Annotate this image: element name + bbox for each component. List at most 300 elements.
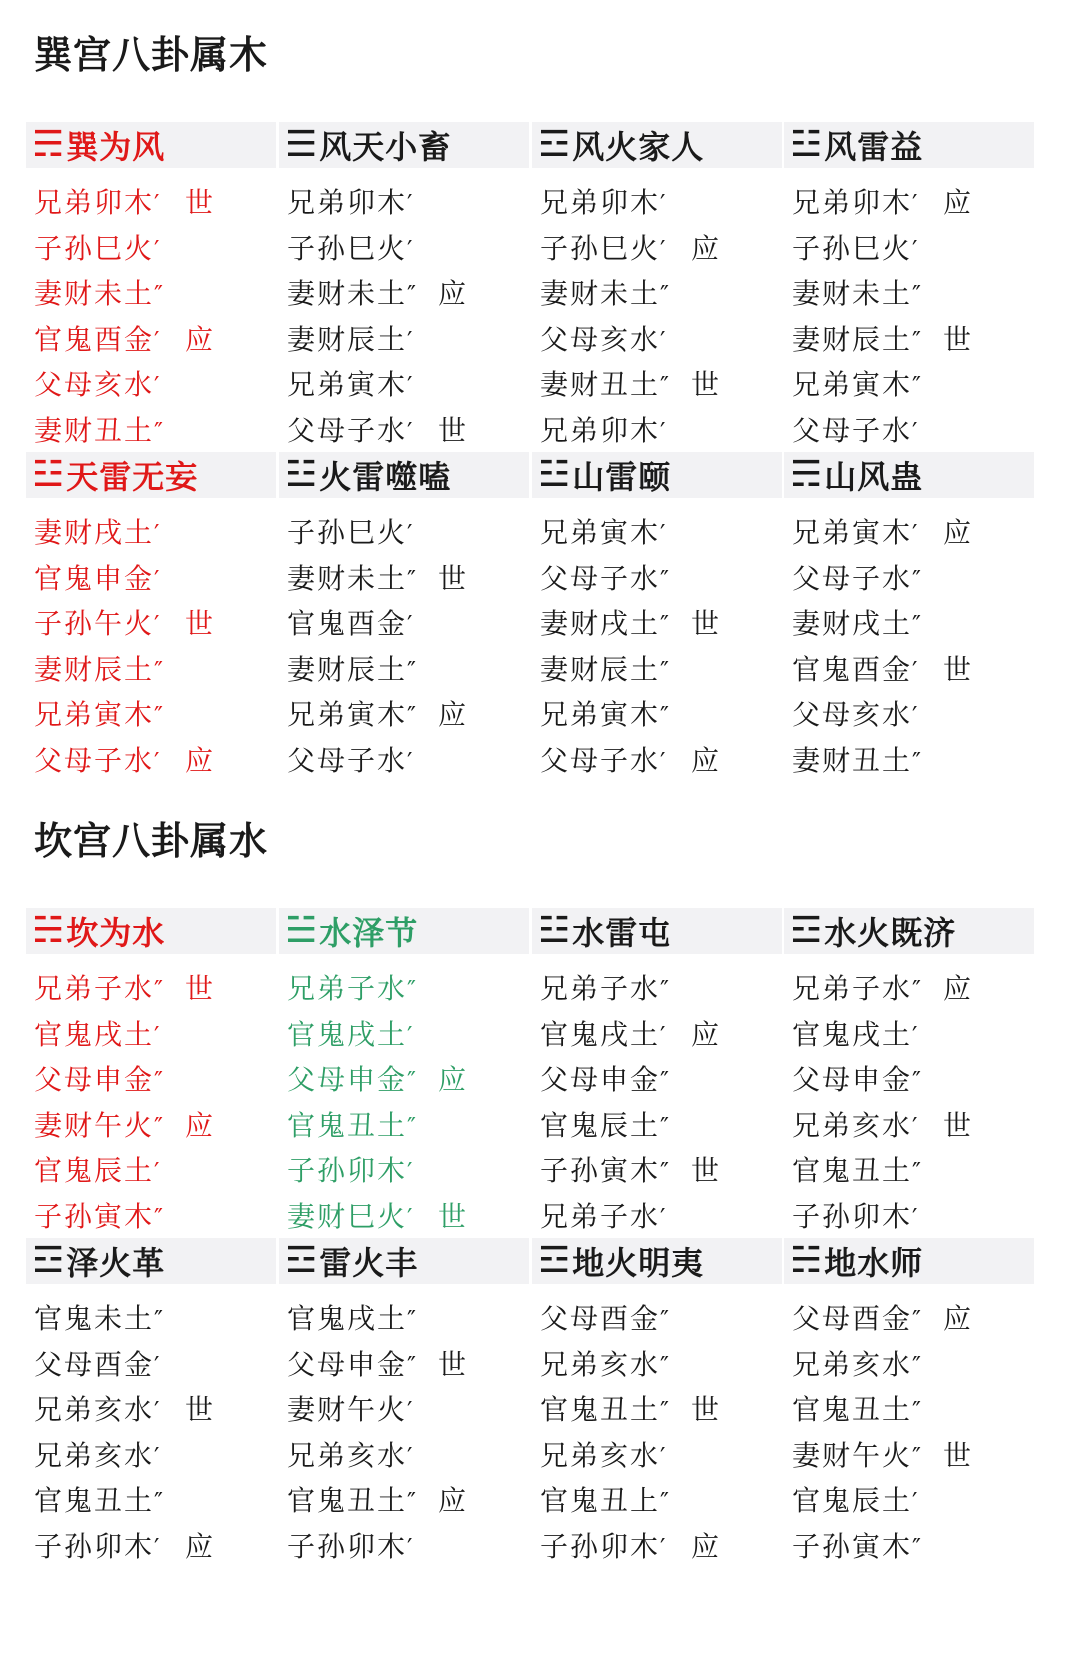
yao-text: 妻财未土: [792, 277, 913, 310]
hexagram-name: 雷火丰: [319, 1244, 419, 1282]
shi-ying-tag: 世: [943, 322, 974, 356]
yao-mark: ′: [660, 190, 668, 218]
hexagram-name: 水雷屯: [572, 914, 672, 952]
yao-line: [792, 180, 1034, 226]
hexagram-header: [279, 1238, 529, 1284]
yao-text: 官鬼戌土: [287, 1017, 408, 1051]
hexagram-card: [279, 908, 529, 1239]
yao-text: 妻财丑土: [540, 368, 661, 401]
yao-line: [792, 1012, 1034, 1058]
yao-text: 父母子水: [540, 561, 661, 595]
yao-text: 兄弟寅木: [792, 368, 913, 401]
yao-text: 父母申金: [792, 1063, 913, 1096]
trigram-icon: ☳: [32, 454, 65, 495]
yao-text: 兄弟亥水: [34, 1393, 155, 1426]
yao-mark: ″: [407, 976, 418, 1004]
yao-mark: ″: [912, 1158, 923, 1186]
line-list: [279, 180, 529, 453]
hexagram-card: [784, 452, 1034, 783]
yao-line: [792, 692, 1034, 738]
yao-mark: ′: [660, 1021, 668, 1050]
yao-mark: ′: [912, 235, 920, 264]
yao-mark: ″: [154, 656, 165, 685]
yao-text: 官鬼丑土: [792, 1393, 913, 1426]
yao-mark: ″: [407, 1067, 418, 1095]
yao-line: [540, 408, 782, 454]
yao-line: [540, 1524, 782, 1570]
section-title-xun: 巽宫八卦属木: [34, 32, 269, 77]
yao-line: [287, 692, 529, 738]
yao-text: 父母申金: [287, 1347, 408, 1381]
yao-line: [540, 738, 782, 784]
hexagram-name: 山雷颐: [572, 458, 672, 496]
line-list: [26, 510, 276, 783]
yao-mark: ″: [912, 372, 923, 400]
yao-text: 妻财辰土: [287, 322, 408, 356]
yao-mark: ′: [154, 1351, 162, 1380]
yao-line: [34, 180, 276, 226]
yao-mark: ″: [660, 1488, 671, 1516]
yao-text: 妻财午火: [34, 1108, 155, 1142]
yao-line: [540, 1057, 782, 1103]
yao-text: 妻财未土: [287, 561, 408, 595]
line-list: [532, 510, 782, 783]
line-list: [279, 966, 529, 1239]
trigram-icon: ☰: [285, 124, 318, 165]
yao-text: 兄弟卯木: [287, 186, 408, 219]
yao-text: 兄弟卯木: [540, 413, 661, 447]
trigram-icon: ☲: [538, 124, 571, 165]
yao-line: [34, 1387, 276, 1433]
yao-text: 妻财戌土: [34, 516, 155, 549]
yao-line: [287, 1148, 529, 1194]
yao-text: 子孙卯木: [34, 1529, 155, 1563]
yao-mark: ″: [154, 1488, 165, 1516]
yao-mark: ′: [407, 1021, 415, 1050]
yao-line: [287, 647, 529, 693]
shi-ying-tag: 应: [691, 1017, 722, 1051]
yao-line: [34, 966, 276, 1012]
yao-line: [540, 362, 782, 408]
yao-text: 兄弟子水: [792, 972, 913, 1005]
shi-ying-tag: 应: [691, 231, 722, 265]
yao-line: [792, 226, 1034, 272]
yao-text: 官鬼未土: [34, 1302, 155, 1335]
yao-line: [792, 1433, 1034, 1479]
yao-text: 兄弟亥水: [287, 1438, 408, 1472]
yao-line: [792, 1342, 1034, 1388]
yao-text: 妻财未土: [287, 277, 408, 310]
hexagram-header: [26, 1238, 276, 1284]
shi-ying-tag: 应: [438, 1484, 469, 1517]
yao-mark: ″: [912, 747, 923, 776]
yao-line: [287, 226, 529, 272]
yao-line: [540, 1012, 782, 1058]
shi-ying-tag: 世: [691, 1154, 722, 1187]
line-list: [279, 510, 529, 783]
yao-mark: ″: [912, 1442, 923, 1471]
yao-line: [287, 1524, 529, 1570]
yao-mark: ″: [912, 326, 923, 355]
shi-ying-tag: 应: [943, 972, 974, 1005]
yao-mark: ″: [407, 702, 418, 730]
yao-line: [540, 1342, 782, 1388]
yao-mark: ″: [154, 976, 165, 1004]
hexagram-card: [784, 908, 1034, 1239]
yao-text: 妻财辰土: [34, 652, 155, 686]
hexagram-name: 水火既济: [824, 914, 957, 952]
yao-line: [287, 362, 529, 408]
yao-mark: ′: [154, 326, 162, 355]
shi-ying-tag: 世: [438, 413, 469, 447]
yao-mark: ′: [407, 326, 415, 355]
yao-line: [792, 510, 1034, 556]
trigram-icon: ☲: [790, 910, 823, 951]
hexagram-header: [532, 452, 782, 498]
line-list: [532, 966, 782, 1239]
yao-line: [792, 271, 1034, 317]
yao-line: [34, 510, 276, 556]
yao-text: 官鬼戌土: [287, 1302, 408, 1335]
yao-line: [287, 1342, 529, 1388]
yao-line: [287, 180, 529, 226]
yao-mark: ″: [407, 1351, 418, 1380]
shi-ying-tag: 应: [691, 1529, 722, 1563]
yao-mark: ′: [154, 1533, 162, 1562]
yao-mark: ″: [154, 1306, 165, 1334]
shi-ying-tag: 世: [691, 607, 722, 640]
yao-text: 妻财未土: [540, 277, 661, 310]
yao-line: [34, 692, 276, 738]
yao-text: 妻财巳火: [287, 1199, 408, 1233]
yao-mark: ′: [154, 235, 162, 264]
yao-line: [287, 1478, 529, 1524]
hexagram-header: [279, 452, 529, 498]
hexagram-card: [26, 122, 276, 453]
shi-ying-tag: 世: [943, 652, 974, 686]
yao-line: [34, 1342, 276, 1388]
yao-line: [792, 1194, 1034, 1240]
yao-line: [287, 510, 529, 556]
yao-line: [34, 1012, 276, 1058]
yao-line: [540, 1103, 782, 1149]
trigram-icon: ☵: [790, 1240, 823, 1281]
yao-line: [540, 1387, 782, 1433]
yao-mark: ″: [660, 1158, 671, 1186]
yao-mark: ′: [154, 1397, 162, 1425]
yao-mark: ″: [407, 565, 418, 594]
hexagram-card: [784, 122, 1034, 453]
hexagram-card: [26, 908, 276, 1239]
yao-text: 子孙寅木: [792, 1529, 913, 1563]
yao-line: [540, 1194, 782, 1240]
yao-text: 父母亥水: [540, 322, 661, 356]
shi-ying-tag: 应: [438, 1063, 469, 1096]
yao-text: 父母亥水: [34, 368, 155, 401]
hexagram-card: [532, 1238, 782, 1569]
shi-ying-tag: 世: [691, 368, 722, 401]
yao-text: 官鬼酉金: [792, 652, 913, 686]
yao-line: [792, 1103, 1034, 1149]
yao-line: [540, 1148, 782, 1194]
hexagram-name: 风雷益: [824, 128, 924, 166]
yao-text: 兄弟子水: [287, 972, 408, 1005]
trigram-icon: ☵: [32, 910, 65, 951]
yao-mark: ″: [407, 281, 418, 309]
yao-mark: ′: [912, 520, 920, 548]
yao-text: 子孙寅木: [34, 1199, 155, 1233]
yao-text: 父母子水: [287, 413, 408, 447]
yao-mark: ′: [154, 1442, 162, 1471]
yao-text: 官鬼戌土: [34, 1017, 155, 1051]
hexagram-name: 地火明夷: [572, 1244, 705, 1282]
yao-mark: ′: [660, 747, 668, 776]
yao-text: 兄弟卯木: [792, 186, 913, 219]
yao-line: [792, 1057, 1034, 1103]
yao-mark: ′: [154, 520, 162, 548]
hexagram-card: [279, 1238, 529, 1569]
yao-text: 父母子水: [34, 743, 155, 777]
yao-text: 妻财辰土: [792, 322, 913, 356]
hexagram-header: [784, 122, 1034, 168]
yao-mark: ″: [660, 372, 671, 400]
shi-ying-tag: 应: [438, 698, 469, 731]
shi-ying-tag: 世: [691, 1393, 722, 1426]
yao-text: 兄弟寅木: [792, 516, 913, 549]
hexagram-header: [784, 908, 1034, 954]
hexagram-header: [532, 1238, 782, 1284]
yao-mark: ′: [407, 417, 415, 446]
yao-line: [540, 317, 782, 363]
yao-text: 父母子水: [792, 413, 913, 447]
trigram-icon: ☲: [32, 1240, 65, 1281]
yao-line: [34, 1478, 276, 1524]
yao-text: 兄弟子水: [34, 972, 155, 1005]
yao-text: 官鬼酉金: [34, 322, 155, 356]
line-list: [26, 966, 276, 1239]
shi-ying-tag: 世: [438, 561, 469, 595]
yao-mark: ′: [407, 1397, 415, 1425]
yao-mark: ″: [912, 281, 923, 309]
yao-line: [287, 966, 529, 1012]
yao-text: 子孙卯木: [287, 1154, 408, 1187]
yao-line: [34, 1296, 276, 1342]
yao-text: 子孙卯木: [540, 1529, 661, 1563]
yao-mark: ′: [912, 1488, 920, 1516]
yao-line: [287, 1194, 529, 1240]
yao-text: 官鬼辰土: [540, 1108, 661, 1142]
yao-text: 兄弟亥水: [792, 1347, 913, 1381]
hexagram-card: [532, 452, 782, 783]
yao-mark: ′: [912, 656, 920, 685]
shi-ying-tag: 应: [438, 277, 469, 310]
shi-ying-tag: 世: [438, 1347, 469, 1381]
shi-ying-tag: 世: [943, 1108, 974, 1142]
yao-mark: ′: [407, 1442, 415, 1471]
trigram-icon: ☴: [32, 124, 65, 165]
yao-mark: ′: [407, 1203, 415, 1232]
yao-mark: ′: [407, 1158, 415, 1186]
yao-mark: ″: [407, 656, 418, 685]
yao-mark: ′: [154, 1021, 162, 1050]
yao-text: 父母酉金: [34, 1347, 155, 1381]
yao-text: 子孙卯木: [287, 1529, 408, 1563]
yao-mark: ″: [660, 1397, 671, 1425]
yao-mark: ″: [154, 417, 165, 446]
yao-text: 父母酉金: [540, 1302, 661, 1335]
shi-ying-tag: 应: [185, 1108, 216, 1142]
yao-mark: ″: [154, 281, 165, 309]
yao-text: 官鬼丑土: [34, 1484, 155, 1517]
yao-text: 妻财戌土: [792, 607, 913, 640]
yao-mark: ′: [407, 611, 415, 639]
yao-line: [792, 966, 1034, 1012]
hexagram-header: [784, 452, 1034, 498]
hexagram-card: [26, 452, 276, 783]
trigram-icon: ☳: [790, 124, 823, 165]
yao-line: [792, 317, 1034, 363]
trigram-icon: ☳: [538, 910, 571, 951]
yao-line: [287, 271, 529, 317]
yao-mark: ″: [407, 1306, 418, 1334]
yao-mark: ′: [660, 1442, 668, 1471]
yao-mark: ′: [154, 747, 162, 776]
yao-mark: ′: [912, 1021, 920, 1050]
yao-mark: ′: [912, 1203, 920, 1232]
yao-text: 子孙巳火: [287, 231, 408, 265]
hexagram-name: 水泽节: [319, 914, 419, 952]
yao-line: [792, 738, 1034, 784]
trigram-icon: ☳: [285, 454, 318, 495]
yao-text: 子孙寅木: [540, 1154, 661, 1187]
hexagram-card: [279, 122, 529, 453]
hexagram-name: 泽火革: [66, 1244, 166, 1282]
hexagram-name: 山风蛊: [824, 458, 924, 496]
yao-line: [34, 601, 276, 647]
yao-line: [792, 1296, 1034, 1342]
shi-ying-tag: 应: [185, 743, 216, 777]
yao-line: [287, 1057, 529, 1103]
line-list: [26, 1296, 276, 1569]
yao-line: [540, 601, 782, 647]
yao-mark: ′: [407, 1533, 415, 1562]
yao-line: [540, 510, 782, 556]
yao-mark: ″: [912, 611, 923, 639]
line-list: [784, 1296, 1034, 1569]
yao-line: [34, 556, 276, 602]
yao-line: [287, 1296, 529, 1342]
shi-ying-tag: 应: [185, 322, 216, 356]
yao-text: 父母申金: [540, 1063, 661, 1096]
yao-text: 父母申金: [287, 1063, 408, 1096]
yao-line: [287, 1433, 529, 1479]
yao-line: [34, 647, 276, 693]
yao-text: 父母亥水: [792, 698, 913, 731]
yao-line: [34, 1194, 276, 1240]
shi-ying-tag: 世: [438, 1199, 469, 1233]
shi-ying-tag: 世: [185, 607, 216, 640]
yao-text: 官鬼戌土: [792, 1017, 913, 1051]
yao-text: 父母子水: [540, 743, 661, 777]
yao-line: [540, 1478, 782, 1524]
yao-text: 兄弟卯木: [34, 186, 155, 219]
hexagram-card: [532, 122, 782, 453]
yao-mark: ″: [660, 1067, 671, 1095]
shi-ying-tag: 世: [943, 1438, 974, 1472]
yao-text: 子孙巳火: [34, 231, 155, 265]
yao-mark: ″: [660, 281, 671, 309]
shi-ying-tag: 世: [185, 1393, 216, 1426]
yao-line: [540, 647, 782, 693]
yao-text: 官鬼申金: [34, 561, 155, 595]
yao-mark: ″: [407, 1488, 418, 1516]
yao-text: 妻财戌土: [540, 607, 661, 640]
yao-text: 兄弟寅木: [287, 368, 408, 401]
yao-mark: ′: [407, 190, 415, 218]
yao-line: [34, 1524, 276, 1570]
yao-mark: ″: [154, 702, 165, 730]
hexagram-card: [279, 452, 529, 783]
yao-line: [792, 601, 1034, 647]
hexagram-name: 巽为风: [66, 128, 166, 166]
yao-text: 官鬼辰土: [34, 1154, 155, 1187]
yao-text: 妻财辰土: [287, 652, 408, 686]
line-list: [532, 1296, 782, 1569]
yao-mark: ′: [912, 417, 920, 446]
yao-mark: ′: [154, 565, 162, 594]
yao-line: [792, 647, 1034, 693]
yao-text: 兄弟亥水: [34, 1438, 155, 1472]
yao-line: [287, 1103, 529, 1149]
yao-mark: ′: [660, 235, 668, 264]
yao-mark: ″: [407, 1112, 418, 1141]
yao-mark: ′: [154, 611, 162, 639]
yao-text: 官鬼戌土: [540, 1017, 661, 1051]
yao-text: 兄弟卯木: [540, 186, 661, 219]
yao-text: 妻财辰土: [540, 652, 661, 686]
yao-text: 官鬼丑上: [540, 1484, 661, 1517]
yao-text: 官鬼丑土: [287, 1108, 408, 1142]
yao-line: [34, 226, 276, 272]
yao-text: 妻财未土: [34, 277, 155, 310]
hexagram-name: 风火家人: [572, 128, 705, 166]
hexagram-header: [784, 1238, 1034, 1284]
yao-line: [792, 362, 1034, 408]
hexagram-header: [532, 122, 782, 168]
yao-line: [792, 1524, 1034, 1570]
shi-ying-tag: 应: [943, 1302, 974, 1335]
hexagram-name: 地水师: [824, 1244, 924, 1282]
yao-line: [34, 1433, 276, 1479]
yao-line: [540, 1433, 782, 1479]
yao-mark: ″: [912, 976, 923, 1004]
yao-text: 兄弟子水: [540, 1199, 661, 1233]
yao-text: 子孙巳火: [287, 516, 408, 549]
yao-line: [540, 1296, 782, 1342]
yao-mark: ″: [660, 565, 671, 594]
yao-mark: ″: [660, 656, 671, 685]
shi-ying-tag: 世: [185, 972, 216, 1005]
shi-ying-tag: 世: [185, 186, 216, 219]
hexagram-header: [279, 122, 529, 168]
yao-mark: ′: [660, 417, 668, 446]
yao-line: [34, 1057, 276, 1103]
shi-ying-tag: 应: [943, 516, 974, 549]
yao-text: 兄弟寅木: [540, 698, 661, 731]
line-list: [784, 180, 1034, 453]
yao-line: [792, 1148, 1034, 1194]
line-list: [26, 180, 276, 453]
